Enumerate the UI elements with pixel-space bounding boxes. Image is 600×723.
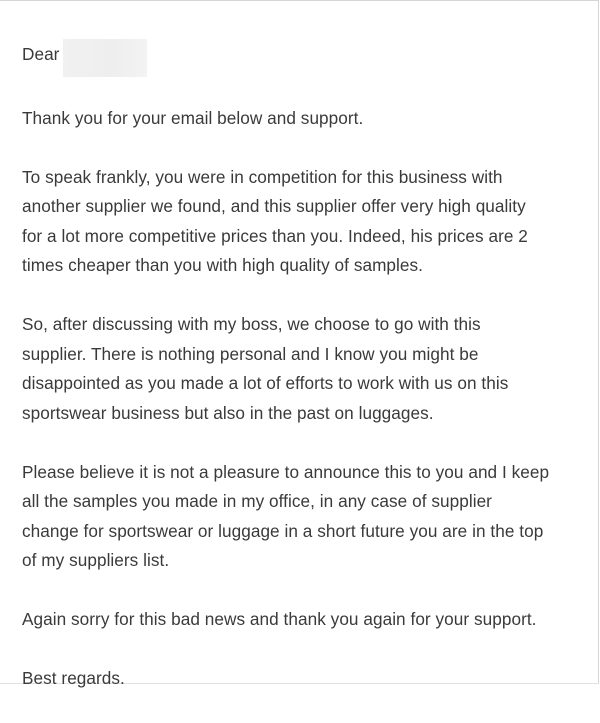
text-line: times cheaper than you with high quality of samples. <box>22 255 423 275</box>
text-line: supplier. There is nothing personal and I know you might be <box>22 343 479 364</box>
text-line: sportswear business but also in the past on luggages. <box>22 402 434 423</box>
text-line: To speak frankly, you were in competition for this business with <box>22 166 503 187</box>
sign-off <box>22 664 582 694</box>
text-line: another supplier we found, and this supplier offer very high quality <box>22 196 526 216</box>
paragraph-apology <box>22 605 582 635</box>
text-line: Please believe it is not a pleasure to announce this to you and I keep <box>22 461 550 482</box>
text-line: Again sorry for this bad news and thank you again for your support. <box>22 609 537 629</box>
text-line: Best regards. <box>22 668 125 688</box>
redacted-recipient-name <box>63 39 147 77</box>
text-line: Thank you for your email below and support. <box>22 107 364 128</box>
text-line: all the samples you made in my office, in any case of supplier <box>22 491 492 511</box>
greeting-text: Dear <box>22 44 60 65</box>
text-line: of my suppliers list. <box>22 550 170 570</box>
text-line: disappointed as you made a lot of efforts to work with us on this <box>22 373 509 393</box>
text-line: So, after discussing with my boss, we choose to go with this <box>22 314 481 334</box>
text-line: for a lot more competitive prices than you. Indeed, his prices are 2 <box>22 225 528 246</box>
email-body <box>22 36 582 723</box>
paragraph-thanks <box>22 104 582 134</box>
text-line: change for sportswear or luggage in a short future you are in the top <box>22 520 544 541</box>
paragraph-competition <box>22 163 582 281</box>
paragraph-samples <box>22 458 582 576</box>
paragraph-decision <box>22 310 582 428</box>
greeting-line <box>22 36 582 74</box>
